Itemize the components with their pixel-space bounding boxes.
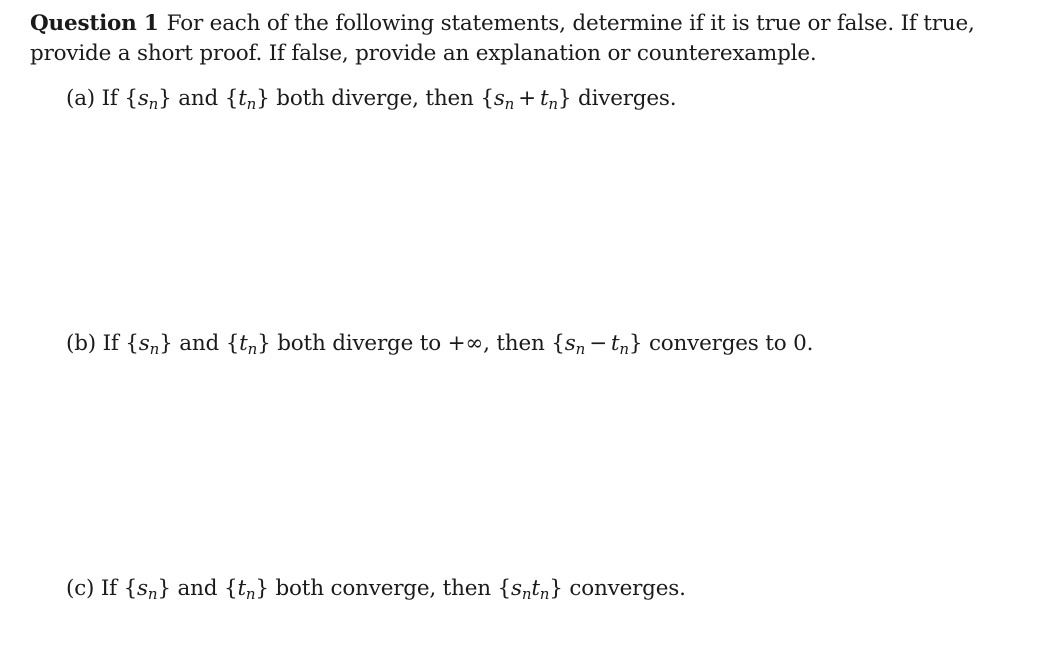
part-c-end: converges.	[569, 576, 686, 601]
part-a: (a) If $\{s_n\}$ and $\{t_n\}$ both diverge, then $\{s_n + t_n\}$ diverges.	[66, 86, 677, 113]
part-a-if: If	[101, 86, 118, 111]
part-b-label: (b)	[66, 331, 96, 356]
part-a-seq-t: t	[238, 86, 247, 111]
part-c-seq-s: s	[137, 576, 148, 601]
part-b-seq-t: t	[239, 331, 248, 356]
part-b: (b) If $\{s_n\}$ and $\{t_n\}$ both diverge to +∞, then $\{s_n - t_n\}$ converges to 0.	[66, 331, 814, 358]
part-b-if: If	[102, 331, 119, 356]
part-a-seq-s: s	[137, 86, 149, 111]
part-b-operator: −	[589, 331, 607, 356]
part-b-seq-s: s	[138, 331, 150, 356]
part-a-end: diverges.	[578, 86, 677, 111]
part-c-and: and	[177, 576, 218, 601]
part-c-label: (c)	[66, 576, 95, 601]
part-b-middle: both diverge to +∞, then	[277, 331, 545, 356]
question-prompt: For each of the following statements, determine if it is true or false. If true, provide a short proof. If false, provide an explanation or counterexample.	[30, 11, 975, 66]
part-c-middle: both converge, then	[275, 576, 491, 601]
part-c-seq-t: t	[237, 576, 246, 601]
part-a-sub-n: n	[148, 95, 159, 113]
part-c: (c) If $\{s_n\}$ and $\{t_n\}$ both converge, then $\{s_nt_n\}$ converges.	[66, 576, 686, 603]
part-a-operator: +	[518, 86, 536, 111]
part-b-and: and	[179, 331, 220, 356]
part-a-and: and	[178, 86, 219, 111]
part-a-label: (a)	[66, 86, 95, 111]
question-intro	[30, 9, 1020, 69]
part-a-middle: both diverge, then	[276, 86, 474, 111]
question-heading: Question 1	[30, 11, 159, 36]
part-b-end: converges to 0.	[648, 331, 814, 356]
part-c-if: If	[100, 576, 117, 601]
